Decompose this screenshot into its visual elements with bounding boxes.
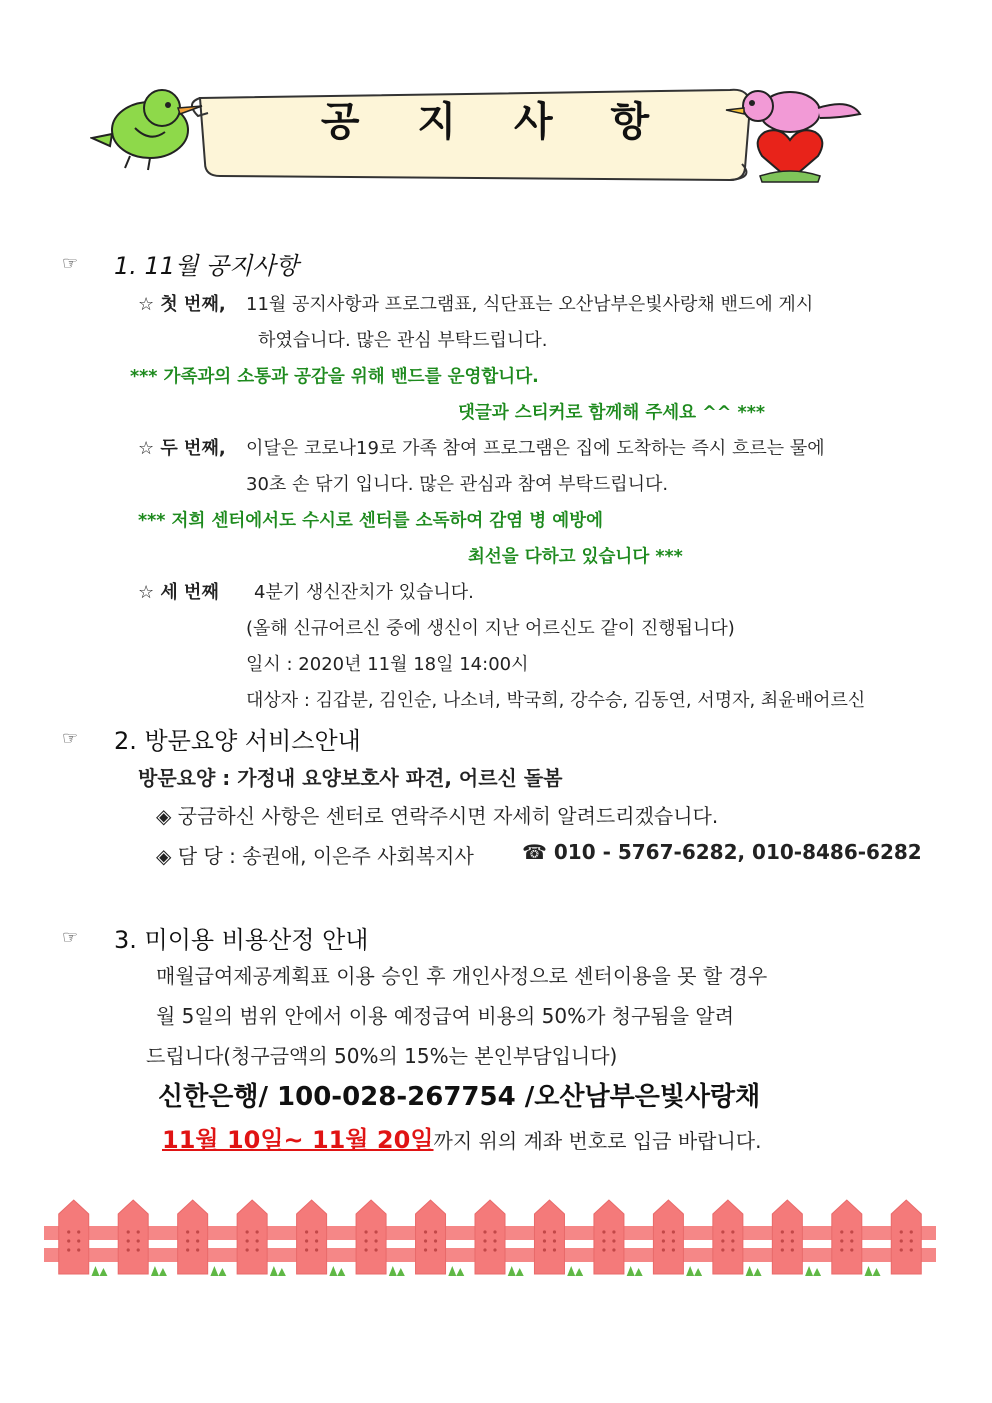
fence-dot: [781, 1230, 784, 1233]
fence-dot: [791, 1248, 794, 1251]
fence-dot: [196, 1248, 199, 1251]
fence-dot: [602, 1248, 605, 1251]
fence-dot: [434, 1230, 437, 1233]
fence-dot: [840, 1230, 843, 1233]
fence-dot: [67, 1230, 70, 1233]
fence-dot: [672, 1248, 675, 1251]
fence-picket: [534, 1200, 564, 1274]
first-label: ☆ 첫 번째,: [138, 294, 226, 315]
fence-dot: [127, 1230, 130, 1233]
fence-dot: [781, 1239, 784, 1242]
section2-heading: 2. 방문요양 서비스안내: [114, 727, 361, 755]
fence-dot: [186, 1248, 189, 1251]
fence-dot: [721, 1239, 724, 1242]
fence-dot: [186, 1230, 189, 1233]
third-line2: (올해 신규어르신 중에 생신이 지난 어르신도 같이 진행됩니다): [246, 618, 735, 639]
fence-dot: [612, 1248, 615, 1251]
fence-picket: [416, 1200, 446, 1274]
grass-tuft: [805, 1266, 821, 1276]
fence-dot: [483, 1248, 486, 1251]
third-line3: 일시 : 2020년 11월 18일 14:00시: [246, 654, 529, 675]
fence-dot: [493, 1239, 496, 1242]
fence-dot: [364, 1248, 367, 1251]
fence-dot: [672, 1230, 675, 1233]
grass-tuft: [865, 1266, 881, 1276]
fence-dot: [900, 1230, 903, 1233]
grass-tuft: [686, 1266, 702, 1276]
fence-dot: [553, 1230, 556, 1233]
fence-dot: [721, 1230, 724, 1233]
fence-dot: [662, 1239, 665, 1242]
pointing-hand-icon: ☞: [62, 728, 79, 749]
fence-dot: [840, 1239, 843, 1242]
green-note2-line2: 최선을 다하고 있습니다 ***: [468, 547, 683, 567]
grass-tuft: [329, 1266, 345, 1276]
fence-dot: [900, 1248, 903, 1251]
third-label: ☆ 세 번째: [138, 582, 219, 603]
fence-picket: [594, 1200, 624, 1274]
fence-dot: [731, 1230, 734, 1233]
fence-dot: [424, 1230, 427, 1233]
fence-dot: [77, 1248, 80, 1251]
grass-tuft: [91, 1266, 107, 1276]
bank-account: 신한은행/ 100-028-267754 /오산남부은빛사랑채: [158, 1082, 761, 1112]
fence-picket: [297, 1200, 327, 1274]
fence-picket: [59, 1200, 89, 1274]
fence-dot: [612, 1239, 615, 1242]
green-note2-line1: *** 저희 센터에서도 수시로 센터를 소독하여 감염 병 예방에: [138, 511, 604, 531]
section2-item2-prefix: ◈ 담 당 : 송권애, 이은주 사회복지사: [156, 844, 474, 868]
fence-dot: [493, 1248, 496, 1251]
fence-dot: [602, 1239, 605, 1242]
deadline-text: 까지 위의 계좌 번호로 입금 바랍니다.: [433, 1129, 762, 1153]
fence-dot: [67, 1239, 70, 1242]
fence-dot: [910, 1230, 913, 1233]
fence-dot: [256, 1230, 259, 1233]
fence-dot: [137, 1239, 140, 1242]
grass-tuft: [151, 1266, 167, 1276]
fence-dot: [850, 1248, 853, 1251]
fence-dot: [137, 1230, 140, 1233]
fence-dot: [246, 1248, 249, 1251]
fence-dot: [305, 1248, 308, 1251]
fence-dot: [256, 1248, 259, 1251]
section3-line3: 드립니다(청구금액의 50%의 15%는 본인부담입니다): [146, 1044, 618, 1068]
fence-picket: [356, 1200, 386, 1274]
fence-dot: [434, 1248, 437, 1251]
fence-dot: [840, 1248, 843, 1251]
fence-dot: [374, 1248, 377, 1251]
fence-dot: [315, 1230, 318, 1233]
fence-dot: [483, 1230, 486, 1233]
fence-dot: [424, 1248, 427, 1251]
section1-heading: 1. 11월 공지사항: [114, 252, 299, 280]
fence-picket: [653, 1200, 683, 1274]
fence-dot: [791, 1230, 794, 1233]
grass-tuft: [389, 1266, 405, 1276]
fence-dot: [612, 1230, 615, 1233]
fence-dot: [256, 1239, 259, 1242]
page-title: 공 지 사 항: [320, 99, 672, 145]
fence-dot: [602, 1230, 605, 1233]
section3-line2: 월 5일의 범위 안에서 이용 예정급여 비용의 50%가 청구됨을 알려: [156, 1004, 735, 1028]
fence-picket: [237, 1200, 267, 1274]
fence-dot: [315, 1239, 318, 1242]
fence-dot: [305, 1230, 308, 1233]
fence-dot: [672, 1239, 675, 1242]
fence-picket: [118, 1200, 148, 1274]
contact-phone: ☎ 010 - 5767-6282, 010-8486-6282: [522, 840, 922, 864]
fence-picket: [713, 1200, 743, 1274]
fence-picket: [178, 1200, 208, 1274]
section2-subheading: 방문요양 : 가정내 요양보호사 파견, 어르신 돌봄: [138, 766, 563, 790]
fence-dot: [850, 1230, 853, 1233]
second-line1: 이달은 코로나19로 가족 참여 프로그램은 집에 도착하는 즉시 흐르는 물에: [246, 438, 825, 459]
green-note1-line2: 댓글과 스티커로 함께해 주세요 ^^ ***: [458, 403, 766, 423]
fence-dot: [246, 1230, 249, 1233]
deadline-dates: 11월 10일~ 11월 20일: [162, 1126, 434, 1154]
fence-picket: [475, 1200, 505, 1274]
fence-dot: [543, 1230, 546, 1233]
grass-tuft: [567, 1266, 583, 1276]
green-note1-line1: *** 가족과의 소통과 공감을 위해 밴드를 운영합니다.: [130, 367, 539, 387]
fence-dot: [781, 1248, 784, 1251]
fence-dot: [434, 1239, 437, 1242]
grass-tuft: [627, 1266, 643, 1276]
fence-dot: [137, 1248, 140, 1251]
fence-dot: [543, 1248, 546, 1251]
fence-dot: [67, 1248, 70, 1251]
fence-dot: [543, 1239, 546, 1242]
grass-tuft: [270, 1266, 286, 1276]
fence-dot: [374, 1230, 377, 1233]
pointing-hand-icon: ☞: [62, 927, 79, 948]
third-line4: 대상자 : 김갑분, 김인순, 나소녀, 박국희, 강수승, 김동연, 서명자, 최윤배어르신: [246, 690, 866, 711]
fence-dot: [127, 1239, 130, 1242]
section3-heading: 3. 미이용 비용산정 안내: [114, 926, 369, 954]
third-line1: 4분기 생신잔치가 있습니다.: [254, 582, 474, 603]
fence-picket: [891, 1200, 921, 1274]
fence-dot: [196, 1230, 199, 1233]
fence-dot: [910, 1239, 913, 1242]
pointing-hand-icon: ☞: [62, 253, 79, 274]
fence-dot: [483, 1239, 486, 1242]
deadline-line: [162, 1120, 761, 1155]
fence-dot: [305, 1239, 308, 1242]
fence-dot: [246, 1239, 249, 1242]
grass-tuft: [508, 1266, 524, 1276]
fence-dot: [850, 1239, 853, 1242]
fence-dot: [127, 1248, 130, 1251]
fence-dot: [196, 1239, 199, 1242]
second-line2: 30초 손 닦기 입니다. 많은 관심과 참여 부탁드립니다.: [246, 474, 669, 495]
fence-dot: [77, 1230, 80, 1233]
second-label: ☆ 두 번째,: [138, 438, 226, 459]
fence-dot: [731, 1248, 734, 1251]
grass-tuft: [746, 1266, 762, 1276]
fence-picket: [832, 1200, 862, 1274]
fence-dot: [77, 1239, 80, 1242]
fence-dot: [721, 1248, 724, 1251]
fence-dot: [364, 1230, 367, 1233]
fence-dot: [731, 1239, 734, 1242]
fence-decoration: [44, 1196, 936, 1286]
first-line1: 11월 공지사항과 프로그램표, 식단표는 오산남부은빛사랑채 밴드에 게시: [246, 294, 814, 315]
first-line2: 하였습니다. 많은 관심 부탁드립니다.: [258, 330, 548, 351]
fence-dot: [493, 1230, 496, 1233]
fence-dot: [900, 1239, 903, 1242]
grass-tuft: [210, 1266, 226, 1276]
fence-dot: [553, 1248, 556, 1251]
section3-line1: 매월급여제공계획표 이용 승인 후 개인사정으로 센터이용을 못 할 경우: [156, 964, 768, 988]
fence-dot: [315, 1248, 318, 1251]
fence-dot: [424, 1239, 427, 1242]
fence-picket: [772, 1200, 802, 1274]
fence-dot: [374, 1239, 377, 1242]
fence-dot: [553, 1239, 556, 1242]
grass-tuft: [448, 1266, 464, 1276]
section2-item1: ◈ 궁금하신 사항은 센터로 연락주시면 자세히 알려드리겠습니다.: [156, 804, 719, 828]
fence-dot: [791, 1239, 794, 1242]
fence-dot: [662, 1248, 665, 1251]
fence-dot: [910, 1248, 913, 1251]
fence-dot: [662, 1230, 665, 1233]
fence-dot: [186, 1239, 189, 1242]
fence-dot: [364, 1239, 367, 1242]
